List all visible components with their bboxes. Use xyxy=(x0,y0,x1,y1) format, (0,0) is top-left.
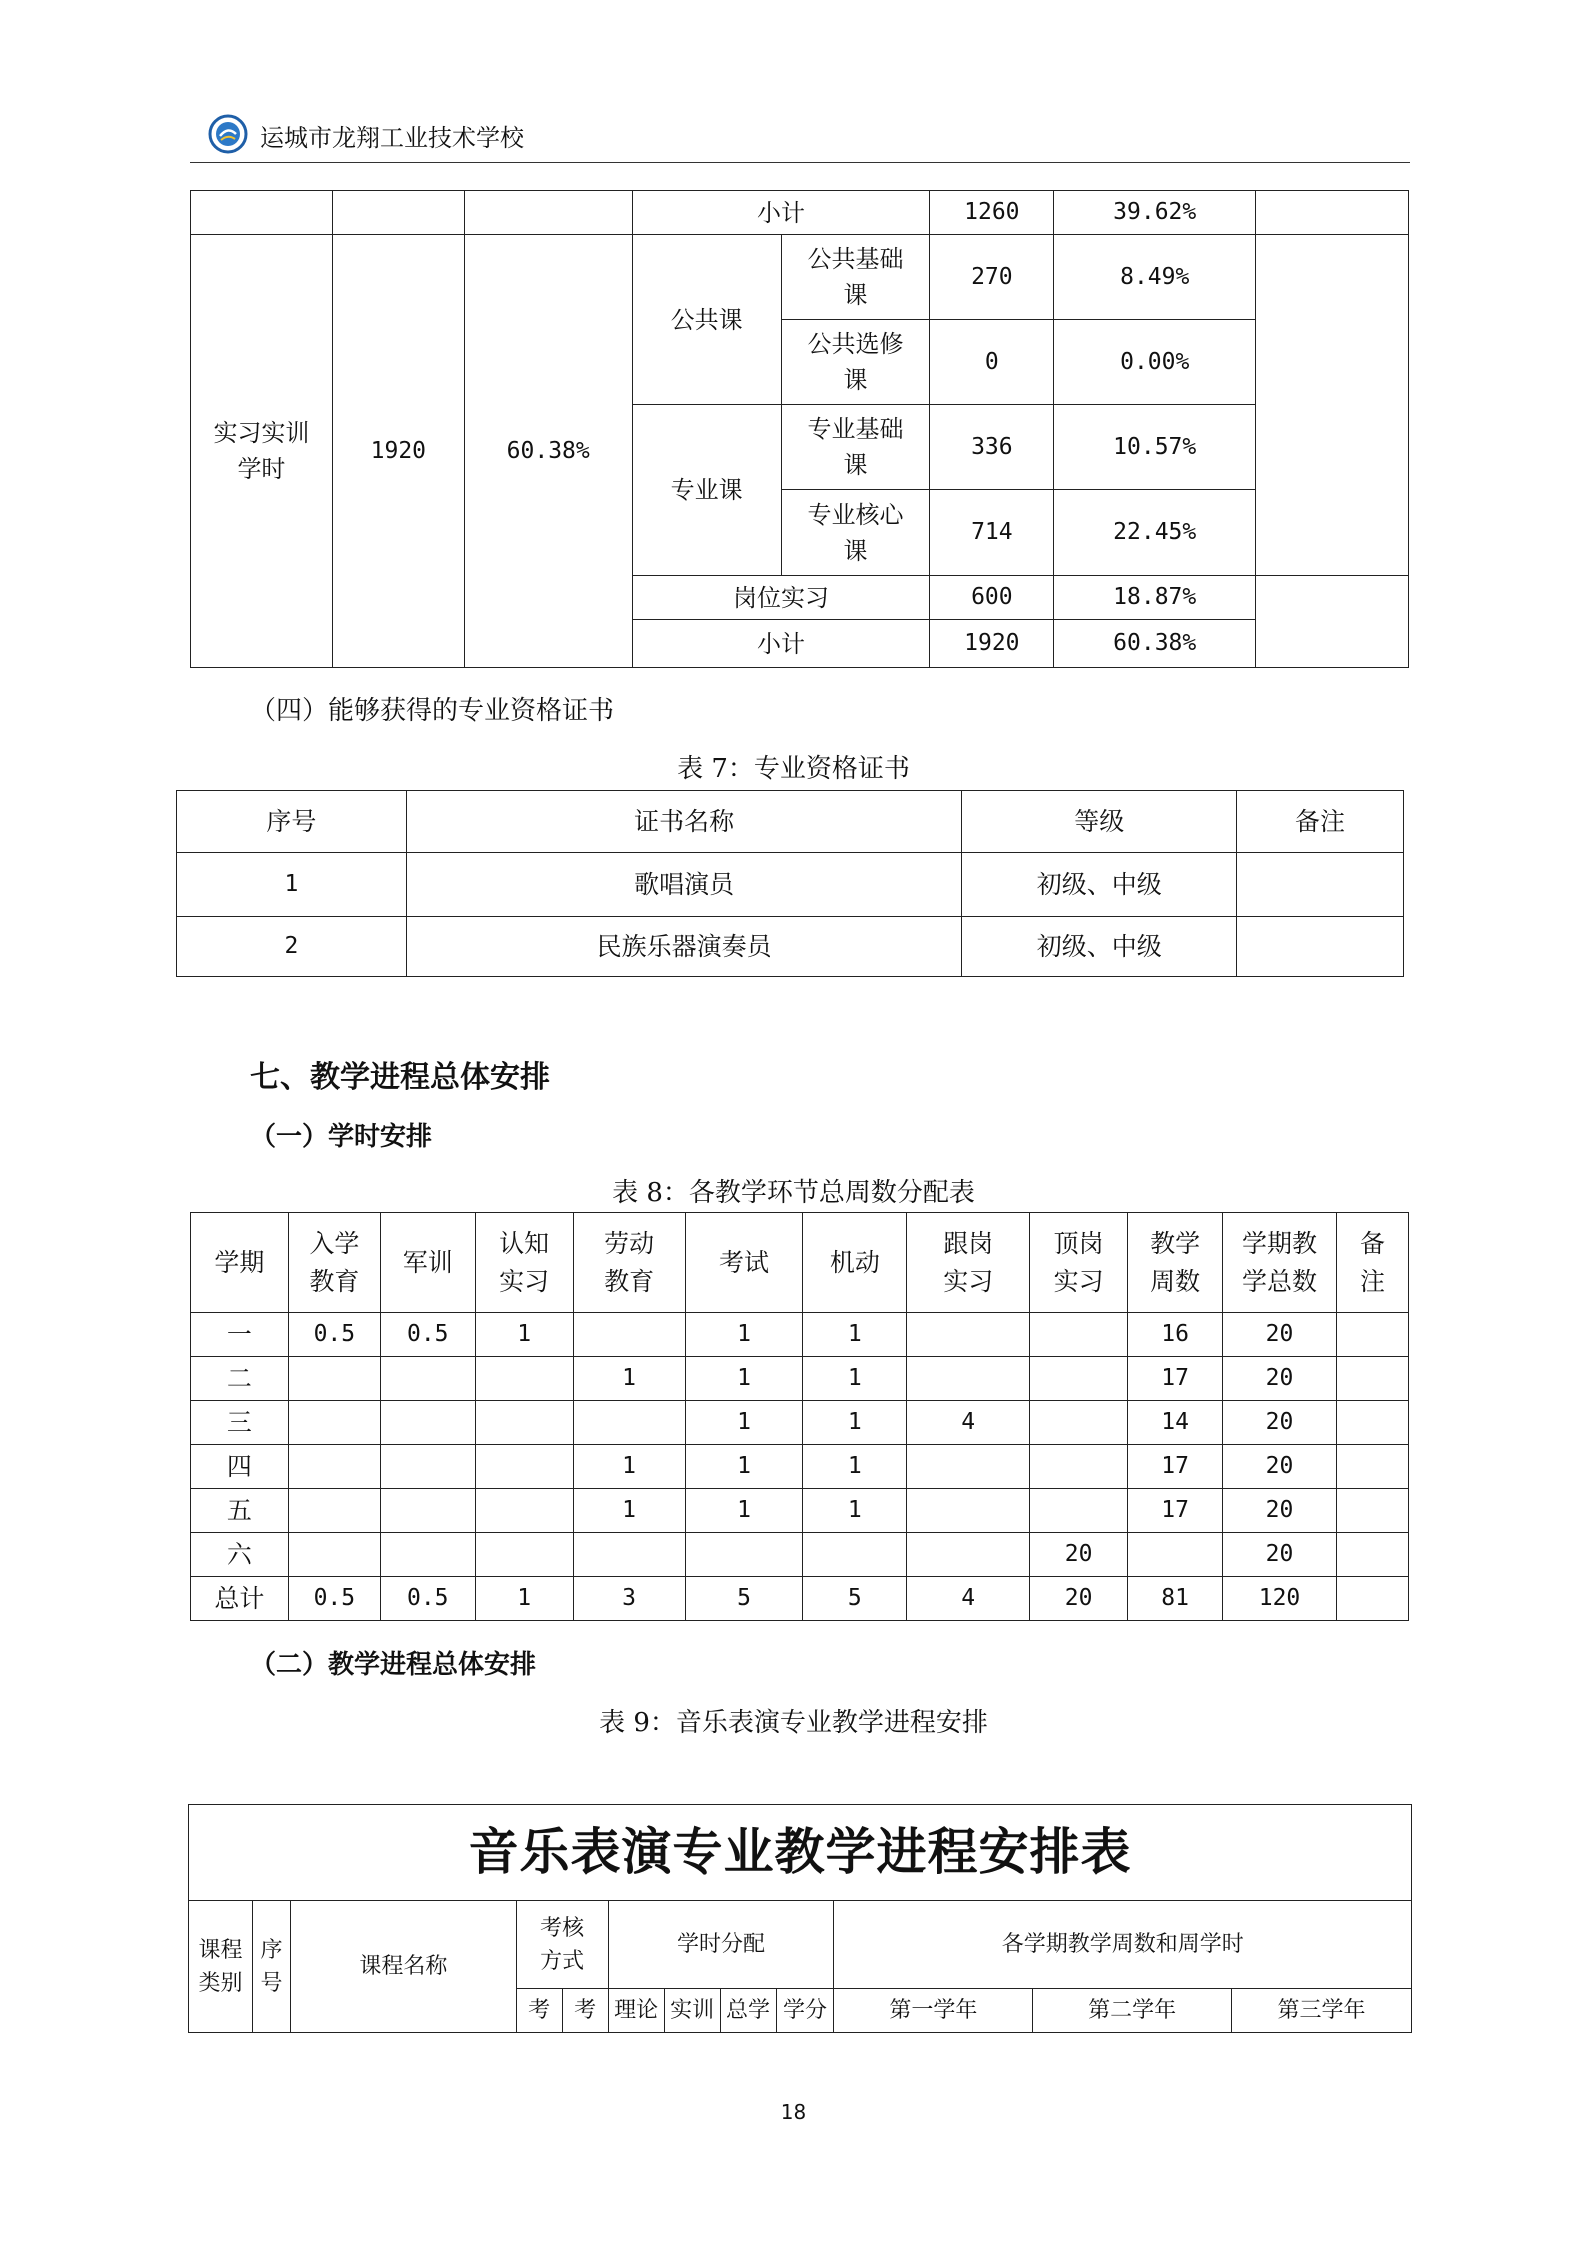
table-cell: 20 xyxy=(1223,1401,1337,1445)
table-cell: 4 xyxy=(907,1401,1030,1445)
table-header-row: 学期 入学教育 军训 认知实习 劳动教育 考试 机动 跟岗实习 顶岗实习 教学周数 学期教学总数 备注 xyxy=(191,1213,1409,1313)
table-cell xyxy=(475,1401,573,1445)
table-cell: 二 xyxy=(191,1357,289,1401)
table8-caption: 表 8：各教学环节总周数分配表 xyxy=(612,1178,975,1208)
table-cell: 20 xyxy=(1223,1489,1337,1533)
section7-heading: 七、教学进程总体安排 xyxy=(250,1060,550,1095)
table-cell xyxy=(288,1489,380,1533)
table-cell xyxy=(1128,1533,1223,1577)
table-header-row: 序号 证书名称 等级 备注 xyxy=(177,791,1404,853)
table-row: 岗位实习 600 18.87% xyxy=(191,576,1409,620)
table-cell xyxy=(1336,1401,1408,1445)
table-row: 专业核心课 714 22.45% xyxy=(191,490,1409,576)
table-row xyxy=(191,1489,1409,1533)
table-cell xyxy=(288,1357,380,1401)
schedule-title: 音乐表演专业教学进程安排表 xyxy=(189,1805,1412,1901)
school-logo-icon xyxy=(208,114,248,154)
category-cell: 实习实训学时 xyxy=(191,235,333,668)
table-cell: 20 xyxy=(1223,1445,1337,1489)
table-cell xyxy=(573,1313,685,1357)
table-cell xyxy=(288,1401,380,1445)
table-cell xyxy=(1030,1489,1128,1533)
table-cell xyxy=(380,1401,475,1445)
section4-heading: （四）能够获得的专业资格证书 xyxy=(250,696,615,726)
certificate-table xyxy=(176,790,1404,977)
table-cell: 1 xyxy=(573,1357,685,1401)
table-cell xyxy=(907,1533,1030,1577)
table-cell: 3 xyxy=(573,1577,685,1621)
table-cell xyxy=(380,1533,475,1577)
table-cell xyxy=(685,1533,803,1577)
table-cell: 1 xyxy=(685,1489,803,1533)
table-cell xyxy=(1336,1489,1408,1533)
table-cell: 一 xyxy=(191,1313,289,1357)
table-cell: 20 xyxy=(1030,1577,1128,1621)
table-cell xyxy=(380,1489,475,1533)
table-title-row xyxy=(189,1805,1412,1901)
table-cell xyxy=(475,1445,573,1489)
table-cell: 1 xyxy=(573,1445,685,1489)
table-cell xyxy=(907,1489,1030,1533)
table-cell: 20 xyxy=(1223,1357,1337,1401)
table-cell: 5 xyxy=(685,1577,803,1621)
table-cell: 1 xyxy=(803,1357,907,1401)
table-cell xyxy=(475,1357,573,1401)
table-cell xyxy=(288,1533,380,1577)
table-cell xyxy=(573,1401,685,1445)
table-cell: 四 xyxy=(191,1445,289,1489)
table-cell: 1 xyxy=(803,1313,907,1357)
table-cell: 0.5 xyxy=(380,1577,475,1621)
table-cell: 五 xyxy=(191,1489,289,1533)
table-cell xyxy=(1030,1401,1128,1445)
table-cell xyxy=(1336,1357,1408,1401)
table-row: 小计 1920 60.38% xyxy=(191,620,1409,668)
table-cell: 17 xyxy=(1128,1357,1223,1401)
table-cell: 17 xyxy=(1128,1489,1223,1533)
table-row: 2 民族乐器演奏员 初级、中级 xyxy=(177,917,1404,977)
table-row xyxy=(191,1533,1409,1577)
table-cell xyxy=(380,1357,475,1401)
table-cell xyxy=(1336,1577,1408,1621)
table-cell xyxy=(475,1489,573,1533)
table-row xyxy=(191,1313,1409,1357)
table-cell: 17 xyxy=(1128,1445,1223,1489)
table-cell: 120 xyxy=(1223,1577,1337,1621)
table-cell: 5 xyxy=(803,1577,907,1621)
table-cell: 总计 xyxy=(191,1577,289,1621)
table-cell xyxy=(1336,1533,1408,1577)
table-cell: 0.5 xyxy=(288,1577,380,1621)
table-cell xyxy=(1030,1357,1128,1401)
table-cell: 20 xyxy=(1223,1313,1337,1357)
table-cell: 16 xyxy=(1128,1313,1223,1357)
table-cell xyxy=(907,1357,1030,1401)
table-row: 小计 1260 39.62% xyxy=(191,191,1409,235)
table-cell: 1 xyxy=(685,1445,803,1489)
table9-caption: 表 9：音乐表演专业教学进程安排 xyxy=(599,1708,988,1738)
school-name: 运城市龙翔工业技术学校 xyxy=(260,124,524,152)
page-number: 18 xyxy=(780,2100,807,2124)
table-cell xyxy=(573,1533,685,1577)
table-cell xyxy=(1336,1313,1408,1357)
table-cell: 1 xyxy=(475,1313,573,1357)
table-cell: 81 xyxy=(1128,1577,1223,1621)
table-cell: 1 xyxy=(685,1357,803,1401)
table-cell: 1 xyxy=(685,1401,803,1445)
table-cell: 20 xyxy=(1030,1533,1128,1577)
table-cell: 三 xyxy=(191,1401,289,1445)
table-cell xyxy=(1030,1313,1128,1357)
table-cell: 六 xyxy=(191,1533,289,1577)
table-cell: 0.5 xyxy=(380,1313,475,1357)
table-cell: 0.5 xyxy=(288,1313,380,1357)
table-cell: 4 xyxy=(907,1577,1030,1621)
sub2-heading: （二）教学进程总体安排 xyxy=(250,1650,537,1680)
table-cell: 1 xyxy=(803,1401,907,1445)
table-cell: 14 xyxy=(1128,1401,1223,1445)
table-cell: 1 xyxy=(475,1577,573,1621)
table7-caption: 表 7：专业资格证书 xyxy=(677,754,910,784)
table-row: 公共选修课 0 0.00% xyxy=(191,320,1409,405)
table-row: 专业课 专业基础课 336 10.57% xyxy=(191,405,1409,490)
table-row: 1 歌唱演员 初级、中级 xyxy=(177,853,1404,917)
table-cell xyxy=(380,1445,475,1489)
table-row: 实习实训学时 1920 60.38% 公共课 公共基础课 270 8.49% xyxy=(191,235,1409,320)
table-cell xyxy=(803,1533,907,1577)
table-cell: 1 xyxy=(803,1489,907,1533)
table-row xyxy=(191,1357,1409,1401)
table-cell xyxy=(1030,1445,1128,1489)
table-cell xyxy=(288,1445,380,1489)
table-cell: 1 xyxy=(573,1489,685,1533)
table-cell xyxy=(907,1445,1030,1489)
table-header-row: 课程类别 序号 课程名称 考核方式 学时分配 各学期教学周数和周学时 xyxy=(189,1901,1412,1989)
table-row xyxy=(191,1577,1409,1621)
table-row xyxy=(191,1401,1409,1445)
teaching-schedule-table xyxy=(188,1804,1412,2033)
table-cell: 20 xyxy=(1223,1533,1337,1577)
table-cell xyxy=(1336,1445,1408,1489)
page-header xyxy=(190,110,1410,163)
table-cell xyxy=(907,1313,1030,1357)
table-cell: 1 xyxy=(803,1445,907,1489)
weeks-distribution-table xyxy=(190,1212,1409,1621)
table-cell xyxy=(475,1533,573,1577)
sub1-heading: （一）学时安排 xyxy=(250,1122,433,1152)
hours-distribution-table xyxy=(190,190,1409,668)
table-header-row: 考 考 理论 实训 总学 学分 第一学年 第二学年 第三学年 xyxy=(189,1989,1412,2033)
table-cell: 1 xyxy=(685,1313,803,1357)
table-row xyxy=(191,1445,1409,1489)
